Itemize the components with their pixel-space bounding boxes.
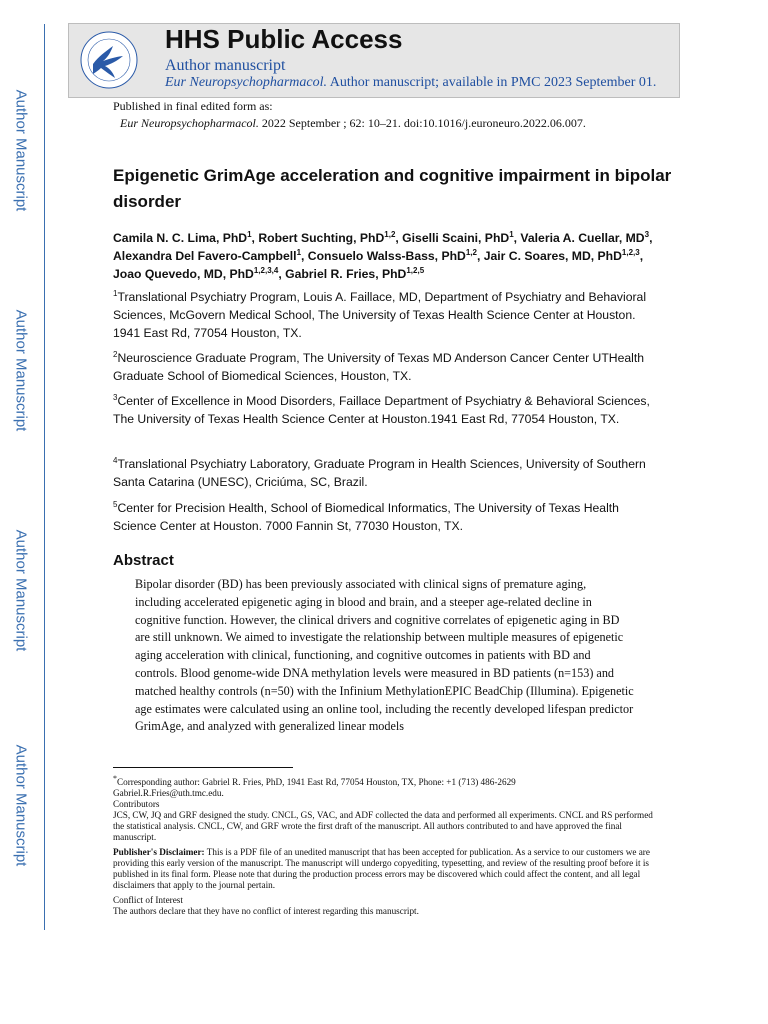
author-list: Camila N. C. Lima, PhD$^1$, Robert Suchting, PhD$^{1,2}$, Giselli Scaini, PhD$^1$, Valeria A. Cuellar, $MD^3$, Alexandra Del Favero-Campbell$^1$, Consuelo Walss-Bass, PhD$^{1,2}$, Jair C. Soares, MD, PhD$^{1,2,3}$, Joao Quevedo, MD, PhD$^{1,2,3,4}$, Gabriel R. Fries, PhD$^{1,2,5}$	[113, 229, 653, 281]
author-affil-sup: 1,2	[384, 229, 396, 239]
header-subtitle: Author manuscript	[165, 57, 286, 74]
affiliation-text: Translational Psychiatry Laboratory, Graduate Program in Health Sciences, University of Southern Santa Catarina (UNESC), Criciúma, SC, Brazil.	[113, 457, 646, 489]
author-affil-sup: 1	[296, 247, 302, 257]
citation-journal: Eur Neuropsychopharmacol.	[120, 116, 259, 130]
side-rule	[44, 24, 45, 930]
author-name: Robert Suchting, PhD	[258, 231, 385, 245]
header-availability-text: Author manuscript; available in PMC 2023 September 01.	[327, 75, 657, 90]
affiliation-text: Neuroscience Graduate Program, The University of Texas MD Anderson Cancer Center UTHealth Graduate School of Biomedical Sciences, Houston, TX.	[113, 351, 645, 383]
header-journal-name: Eur Neuropsychopharmacol.	[165, 75, 328, 90]
hhs-eagle-seal-icon	[79, 30, 139, 90]
author-name: Camila N. C. Lima, PhD	[113, 231, 248, 245]
author-affil-sup: 1	[247, 229, 252, 239]
hhs-header	[68, 23, 680, 98]
side-label-author-manuscript: Author Manuscript	[12, 744, 30, 866]
author-affil-sup: 1,2,5	[406, 265, 425, 275]
conflict-of-interest-heading: Conflict of Interest	[113, 895, 183, 905]
affiliation	[113, 288, 663, 342]
side-label-author-manuscript: Author Manuscript	[12, 309, 30, 431]
author-name: Giselli Scaini, PhD	[402, 231, 510, 245]
affiliation-number: 5	[113, 499, 118, 509]
disclaimer-label: Publisher's Disclaimer:	[113, 847, 205, 857]
abstract-text: Bipolar disorder (BD) has been previously associated with clinical signs of premature aging, including accelerated epigenetic aging in blood and brain, and a steeper age-related decline in cognitive function. However, the clinical drivers and cognitive correlates of epigenetic aging in BD are still unknown. We aimed to investigate the relationship between multiple measures of epigenetic aging acceleration with clinical, functioning, and cognitive outcomes in patients with BD and controls. Blood genome-wide DNA methylation levels were measured in BD patients (n=153) and matched healthy controls (n=50) with the Infinium MethylationEPIC BeadChip (Illumina). Epigenetic age estimates were calculated using an online tool, including the recently developed lifespan predictor GrimAge, and analyzed with generalized linear models	[135, 577, 634, 734]
affiliation-number: 4	[113, 455, 118, 465]
published-label: Published in final edited form as:	[113, 99, 273, 113]
abstract-heading: Abstract	[113, 552, 174, 569]
footnotes	[113, 773, 663, 917]
affiliation-number: 1	[113, 288, 118, 298]
corresponding-mark: *	[113, 773, 117, 783]
citation-details: 2022 September ; 62: 10–21. doi:10.1016/j.euroneuro.2022.06.007.	[258, 116, 586, 130]
affiliation	[113, 499, 663, 535]
author-name: Gabriel R. Fries, PhD	[285, 267, 407, 281]
publication-citation	[120, 116, 586, 131]
affiliation	[113, 455, 663, 491]
author-name: Valeria A. Cuellar, MD	[520, 231, 645, 245]
affiliation	[113, 392, 663, 428]
side-label-author-manuscript: Author Manuscript	[12, 89, 30, 211]
author-name: Joao Quevedo, MD, PhD	[113, 267, 254, 281]
article-title: Epigenetic GrimAge acceleration and cognitive impairment in bipolar disorder	[113, 166, 672, 211]
contributors-heading: Contributors	[113, 799, 160, 809]
affiliation-text: Center for Precision Health, School of Biomedical Informatics, The University of Texas Health Science Center at Houston. 7000 Fannin St, 77030 Houston, TX.	[113, 501, 619, 533]
affiliation	[113, 349, 663, 385]
publisher-disclaimer	[113, 847, 663, 891]
corresponding-author	[113, 773, 663, 788]
author-affil-sup: 1,2	[465, 247, 477, 257]
author-affil-sup: 3	[644, 229, 650, 239]
contributors-text: JCS, CW, JQ and GRF designed the study. CNCL, GS, VAC, and ADF collected the data and performed all experiments. CNCL and RS performed the statistical analysis. CNCL, CW, and GRF wrote the first draft of the manuscript. All authors contributed to and have approved the final manuscript.	[113, 810, 653, 842]
author-name: Jair C. Soares, MD, PhD	[483, 249, 622, 263]
author-name: Alexandra Del Favero-Campbell	[113, 249, 297, 263]
header-availability	[165, 75, 656, 91]
author-affil-sup: 1	[509, 229, 514, 239]
footnote-rule	[113, 767, 293, 768]
affiliation-text: Center of Excellence in Mood Disorders, Faillace Department of Psychiatry & Behavioral Sciences, The University of Texas Health Science Center at Houston.1941 East Rd, 77054 Houston, TX.	[113, 394, 650, 426]
author-affil-sup: 1,2,3	[621, 247, 640, 257]
affiliation-text: Translational Psychiatry Program, Louis A. Faillace, MD, Department of Psychiatry and Behavioral Sciences, McGovern Medical School, The University of Texas Health Science Center at Houston. 1941 East Rd, 77054 Houston, TX.	[113, 290, 647, 340]
conflict-of-interest-text: The authors declare that they have no conflict of interest regarding this manuscript.	[113, 906, 419, 916]
affiliation-number: 3	[113, 392, 118, 402]
author-affil-sup: 1,2,3,4	[253, 265, 279, 275]
corresponding-text: Corresponding author: Gabriel R. Fries, PhD, 1941 East Rd, 77054 Houston, TX, Phone: +1 (713) 486-2629	[117, 777, 516, 787]
disclaimer-text: This is a PDF file of an unedited manuscript that has been accepted for publication. As a service to our customers we are providing this early version of the manuscript. The manuscript will undergo copyediting, typesetting, and review of the resulting proof before it is published in its final form. Please note that during the production process errors may be discovered which could affect the content, and all legal disclaimers that apply to the journal pertain.	[113, 847, 650, 890]
author-email: Gabriel.R.Fries@uth.tmc.edu.	[113, 788, 224, 798]
side-label-author-manuscript: Author Manuscript	[12, 529, 30, 651]
affiliation-number: 2	[113, 349, 118, 359]
header-title: HHS Public Access	[165, 24, 403, 54]
author-name: Consuelo Walss-Bass, PhD	[307, 249, 466, 263]
